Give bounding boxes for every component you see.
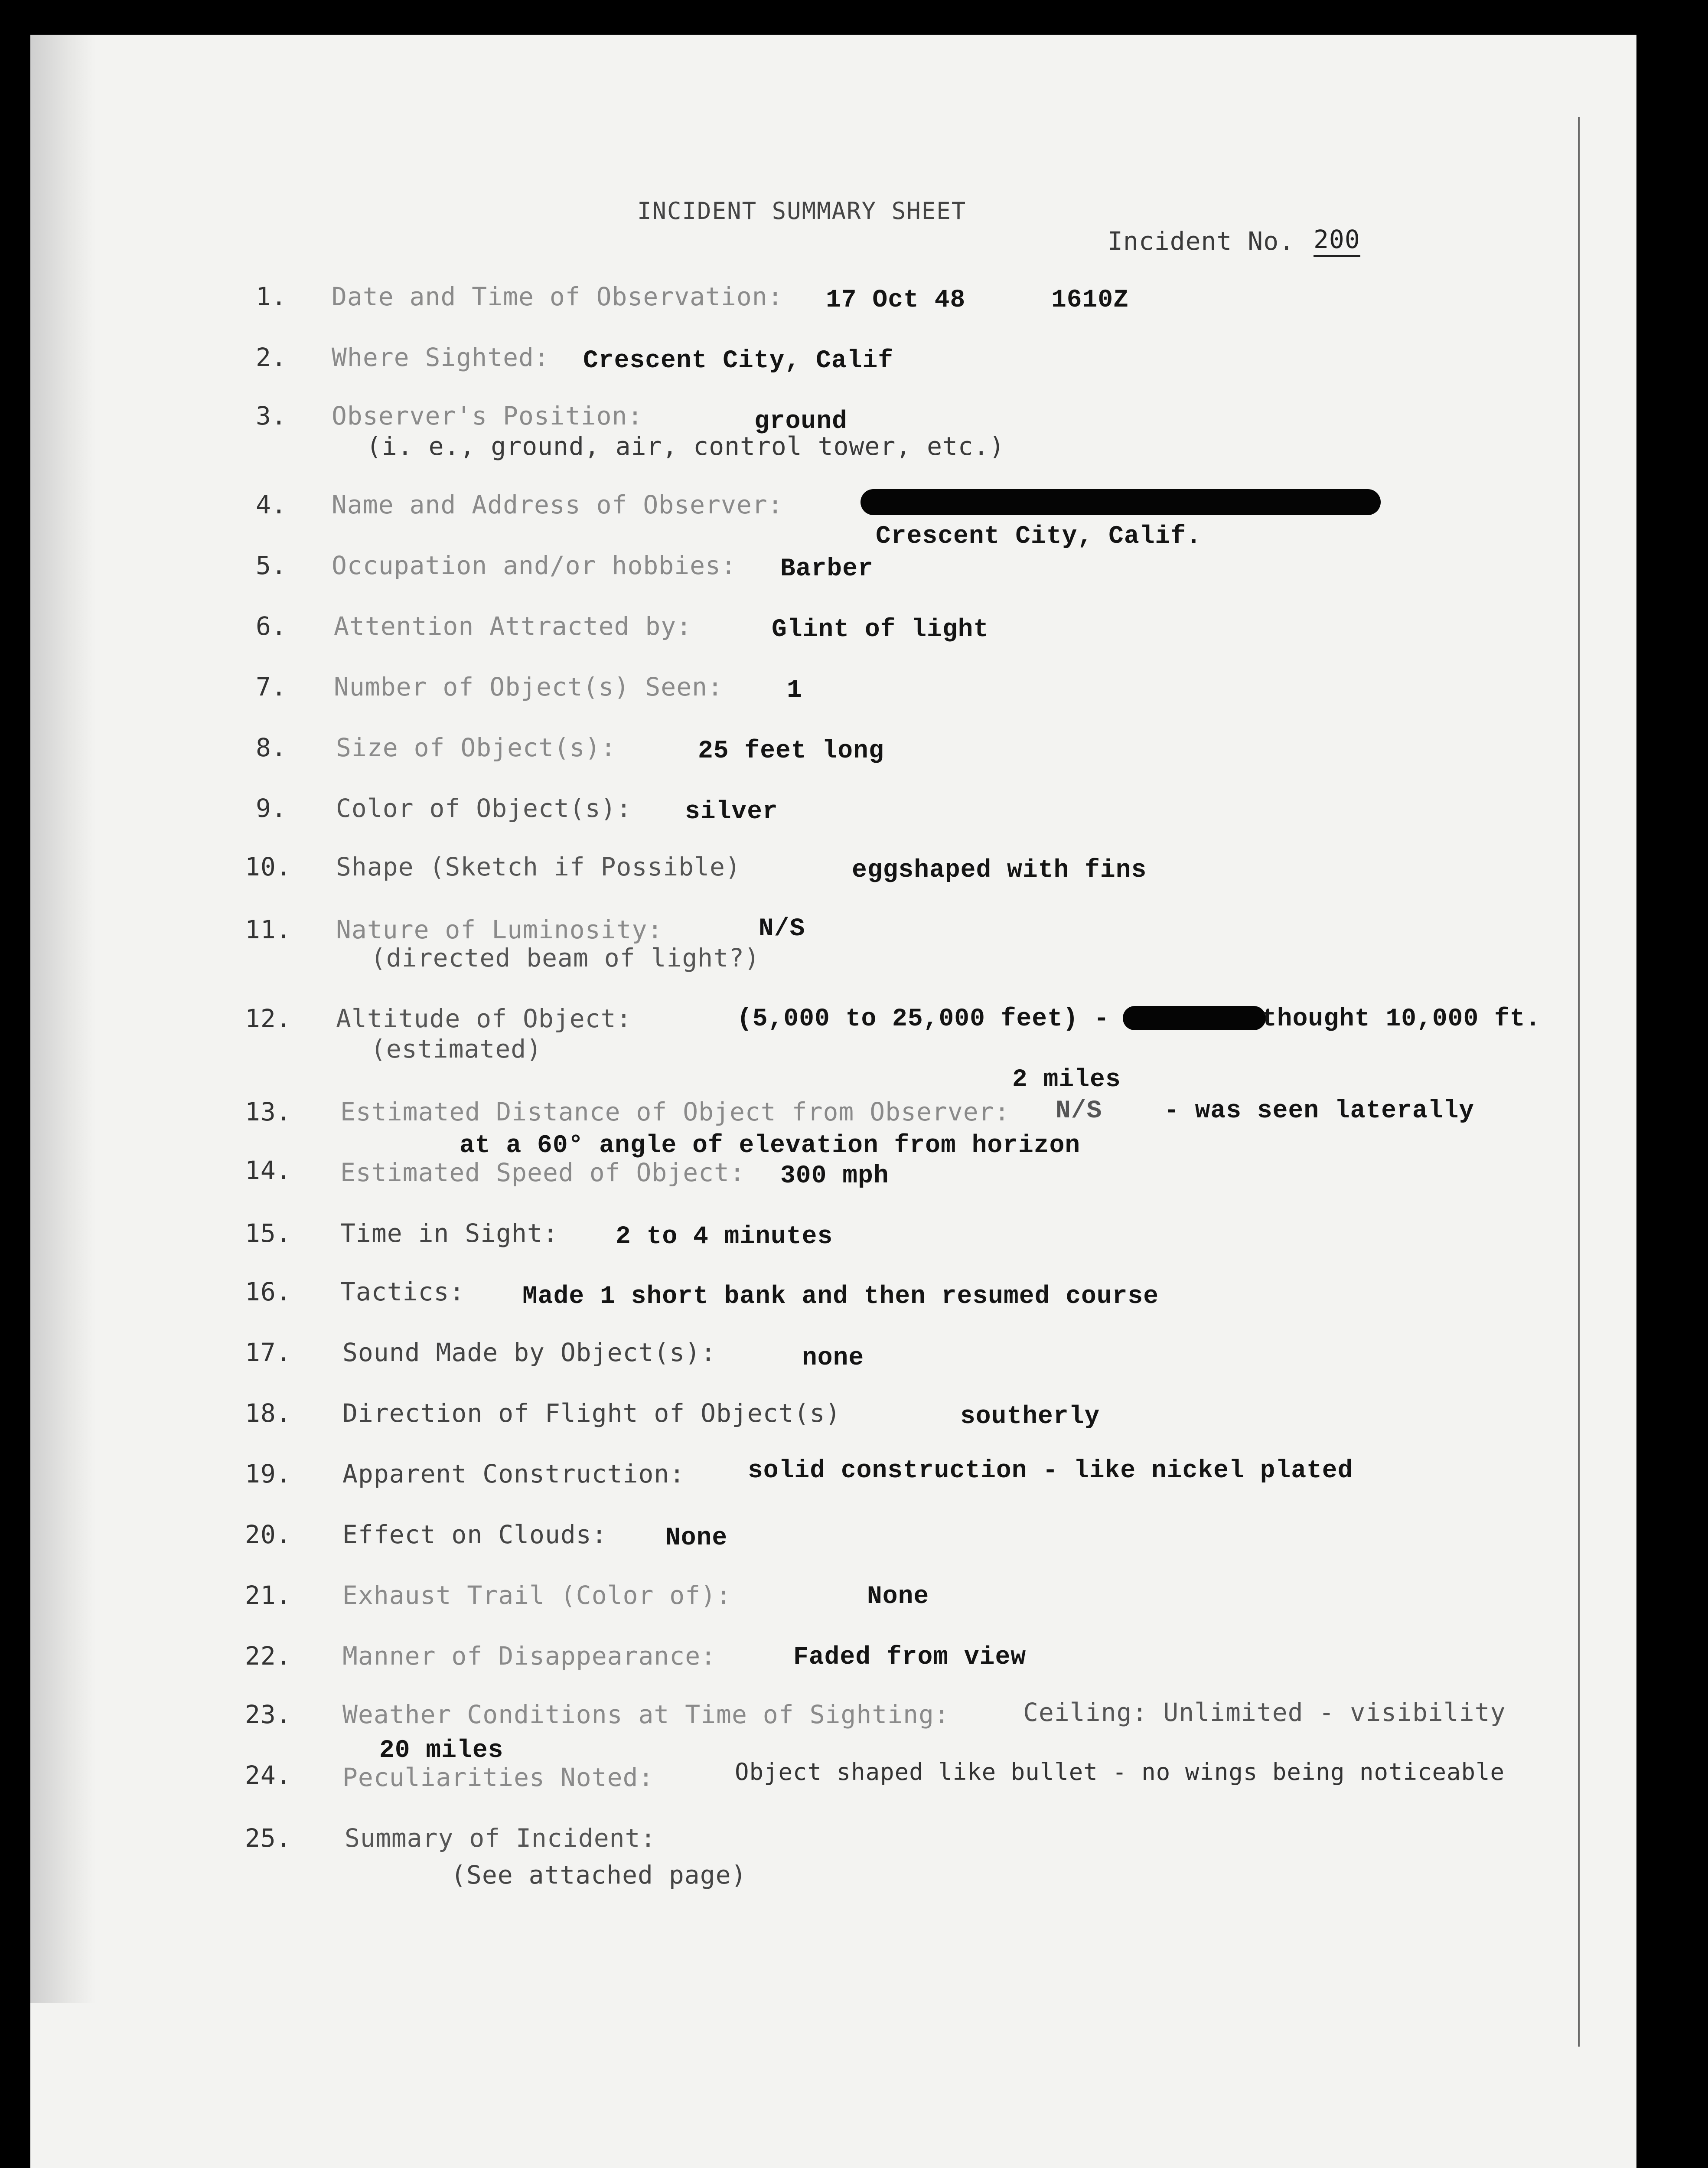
item-label: Size of Object(s):: [336, 733, 616, 762]
item-value: Crescent City, Calif: [583, 347, 894, 375]
item-value: None: [665, 1524, 728, 1552]
item-value: silver: [685, 798, 778, 826]
item-label: Occupation and/or hobbies:: [332, 551, 737, 580]
item-label: Effect on Clouds:: [342, 1520, 607, 1549]
item-number: 17.: [245, 1338, 292, 1367]
item-value: Made 1 short bank and then resumed course: [522, 1283, 1159, 1311]
item-number: 8.: [256, 733, 287, 762]
item-value: 25 feet long: [698, 737, 884, 765]
item-number: 3.: [256, 401, 287, 431]
item-sublabel: (estimated): [371, 1034, 542, 1064]
redaction-mark: [1123, 1006, 1266, 1030]
item-value: Ceiling: Unlimited - visibility: [1023, 1698, 1506, 1727]
item-number: 16.: [245, 1277, 292, 1306]
item-label: Manner of Disappearance:: [342, 1641, 717, 1671]
item-value: 1: [787, 676, 802, 705]
item-value-angle: at a 60° angle of elevation from horizon: [460, 1132, 1081, 1160]
incident-number-value: 200: [1314, 225, 1360, 257]
incident-number-label: Incident No.: [1108, 226, 1295, 256]
item-label: Attention Attracted by:: [334, 611, 692, 641]
item-label: Color of Object(s):: [336, 793, 632, 823]
item-value: Crescent City, Calif.: [876, 522, 1202, 551]
item-label: Time in Sight:: [340, 1218, 558, 1248]
item-label: Exhaust Trail (Color of):: [342, 1580, 732, 1610]
item-number: 6.: [256, 611, 287, 641]
item-value: (5,000 to 25,000 feet) -: [737, 1005, 1110, 1033]
page-edge-line: [1578, 117, 1580, 2047]
item-number: 20.: [245, 1520, 292, 1549]
item-number: 10.: [245, 852, 292, 882]
page-title: INCIDENT SUMMARY SHEET: [637, 197, 967, 225]
item-value: southerly: [960, 1403, 1100, 1431]
page-shadow: [30, 35, 95, 2003]
item-number: 25.: [245, 1823, 292, 1853]
item-value-altitude-note: thought 10,000 ft.: [1261, 1005, 1541, 1033]
item-value: Glint of light: [772, 616, 989, 644]
item-value-distance: 2 miles: [1012, 1066, 1121, 1094]
item-number: 5.: [256, 551, 287, 580]
item-value: N/S: [1056, 1097, 1102, 1125]
item-label: Shape (Sketch if Possible): [336, 852, 741, 882]
item-value: N/S: [759, 915, 805, 943]
item-number: 7.: [256, 672, 287, 702]
item-sublabel: (See attached page): [451, 1860, 747, 1890]
item-label: Summary of Incident:: [345, 1823, 656, 1853]
item-value-visibility: 20 miles: [379, 1737, 504, 1765]
item-value: 300 mph: [780, 1162, 889, 1190]
item-value: eggshaped with fins: [852, 856, 1147, 885]
item-label: Peculiarities Noted:: [342, 1763, 654, 1792]
item-label: Where Sighted:: [332, 343, 550, 372]
item-value: none: [802, 1344, 864, 1372]
item-value-time: 1610Z: [1051, 286, 1129, 314]
item-label: Direction of Flight of Object(s): [342, 1398, 841, 1428]
item-label: Observer's Position:: [332, 401, 643, 431]
item-label: Date and Time of Observation:: [332, 282, 783, 311]
item-label: Apparent Construction:: [342, 1459, 685, 1489]
item-label: Tactics:: [340, 1277, 465, 1306]
item-number: 9.: [256, 793, 287, 823]
item-number: 23.: [245, 1700, 292, 1729]
item-value-lateral: - was seen laterally: [1164, 1097, 1475, 1125]
item-number: 1.: [256, 282, 287, 311]
item-value: Object shaped like bullet - no wings being noticeable: [735, 1758, 1505, 1786]
item-number: 19.: [245, 1459, 292, 1489]
item-number: 12.: [245, 1004, 292, 1033]
item-number: 18.: [245, 1398, 292, 1428]
item-number: 14.: [245, 1156, 292, 1185]
item-number: 24.: [245, 1760, 292, 1790]
item-label: Name and Address of Observer:: [332, 490, 783, 519]
item-value: solid construction - like nickel plated: [748, 1457, 1353, 1485]
redaction-mark: [861, 489, 1381, 515]
item-number: 15.: [245, 1218, 292, 1248]
item-label: Estimated Distance of Object from Observer:: [340, 1097, 1010, 1126]
item-value: Faded from view: [793, 1643, 1027, 1672]
item-value: 2 to 4 minutes: [616, 1223, 833, 1251]
item-number: 22.: [245, 1641, 292, 1671]
item-label: Sound Made by Object(s):: [342, 1338, 717, 1367]
item-label: Weather Conditions at Time of Sighting:: [342, 1700, 950, 1729]
item-label: Altitude of Object:: [336, 1004, 632, 1033]
item-number: 11.: [245, 915, 292, 944]
item-number: 4.: [256, 490, 287, 519]
item-value: 17 Oct 48: [826, 286, 966, 314]
item-value: ground: [754, 408, 847, 436]
item-value: Barber: [780, 555, 874, 583]
item-number: 21.: [245, 1580, 292, 1610]
item-sublabel: (i. e., ground, air, control tower, etc.): [366, 431, 1005, 461]
item-number: 13.: [245, 1097, 292, 1126]
item-number: 2.: [256, 343, 287, 372]
item-sublabel: (directed beam of light?): [371, 943, 760, 973]
item-label: Nature of Luminosity:: [336, 915, 663, 944]
item-value: None: [867, 1583, 929, 1611]
item-label: Estimated Speed of Object:: [340, 1158, 745, 1187]
item-label: Number of Object(s) Seen:: [334, 672, 723, 702]
